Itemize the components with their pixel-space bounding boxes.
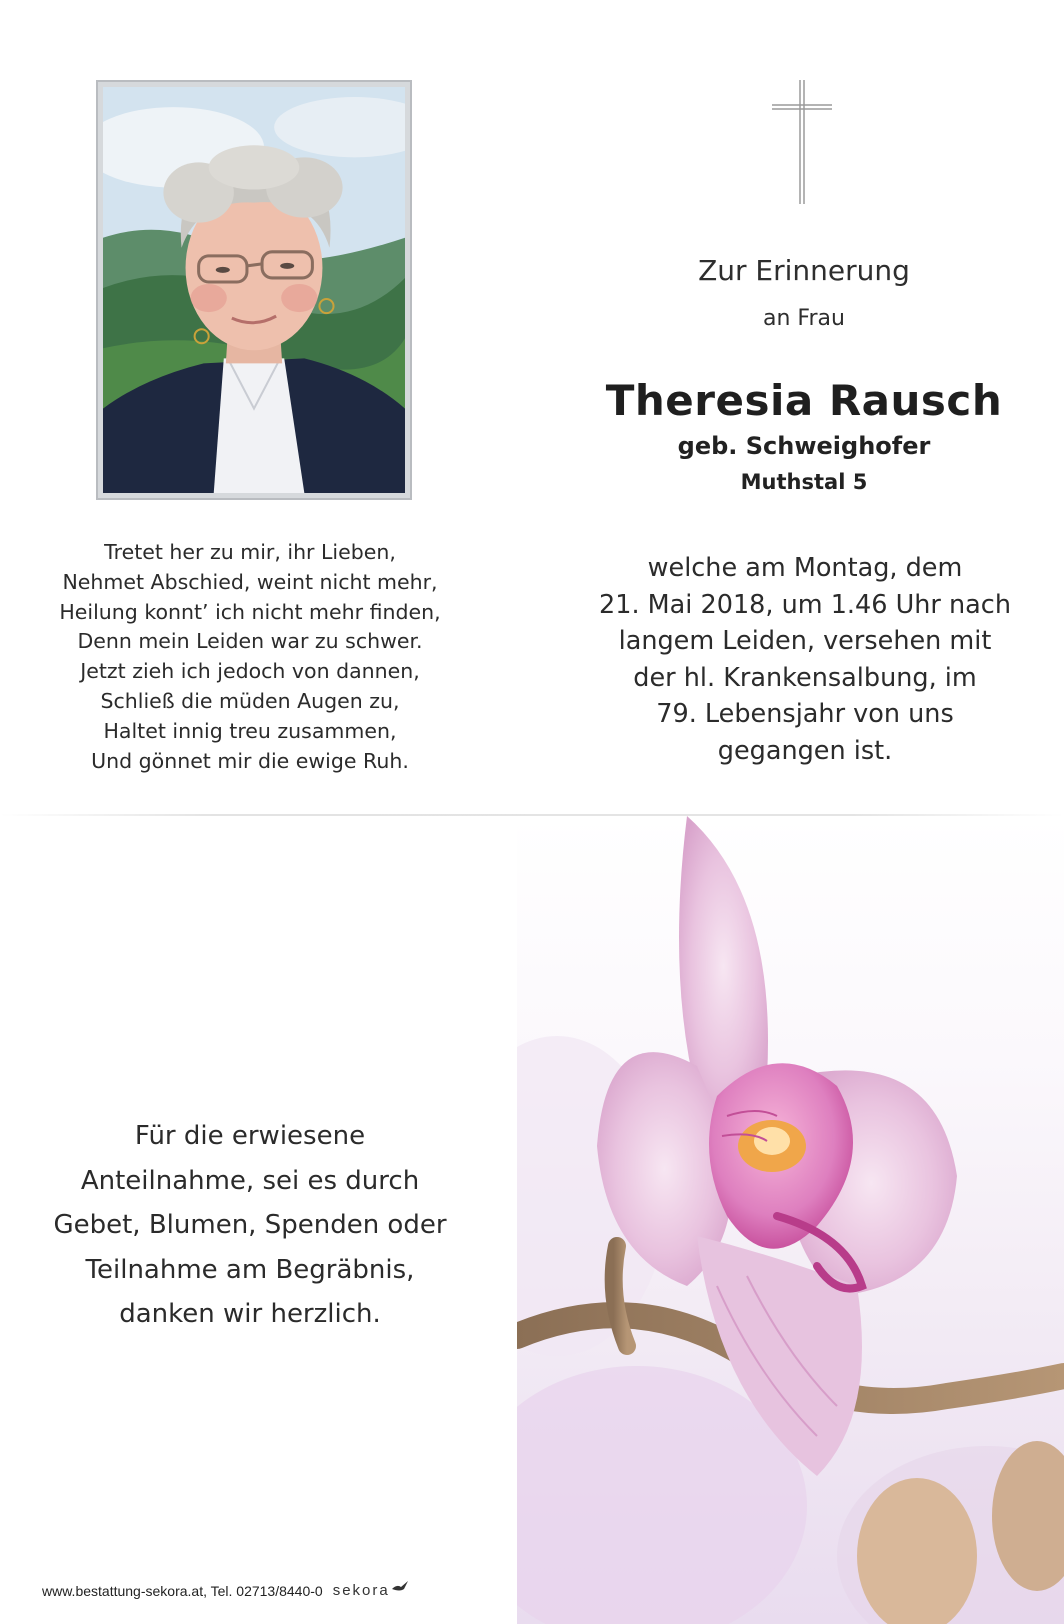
deceased-name: Theresia Rausch [605,376,1003,425]
death-line: welche am Montag, dem [647,553,963,583]
memorial-heading: Zur Erinnerung [698,254,910,287]
poem [40,538,460,776]
death-line: langem Leiden, versehen mit [618,626,992,656]
address: Muthstal 5 [740,470,868,494]
death-line: der hl. Krankensalbung, im [633,662,977,693]
memorial-salutation: an Frau [763,306,845,331]
brand-logo [333,1582,409,1599]
thanks-line: Teilnahme am Begräbnis, [85,1254,415,1285]
poem-line: Jetzt zieh ich jedoch von dannen, [80,659,420,684]
footer [42,1582,409,1599]
poem-line: Denn mein Leiden war zu schwer. [77,629,423,654]
death-line: 21. Mai 2018, um 1.46 Uhr nach [599,589,1011,620]
death-line: gegangen ist. [717,735,893,766]
poem-line: Haltet innig treu zusammen, [103,718,397,743]
poem-line: Schließ die müden Augen zu, [100,688,400,713]
death-notice [590,550,1020,769]
thanks-line: Gebet, Blumen, Spenden oder [53,1210,447,1240]
portrait-frame [96,80,412,500]
cross-icon [770,78,834,206]
birth-name: geb. Schweighofer [677,432,931,460]
death-line: 79. Lebensjahr von uns [656,699,954,729]
orchid-image [517,816,1064,1624]
poem-line: Tretet her zu mir, ihr Lieben, [104,540,396,564]
poem-line: Nehmet Abschied, weint nicht mehr, [62,569,438,594]
poem-line: Und gönnet mir die ewige Ruh. [91,748,409,773]
portrait-photo [103,87,405,493]
footer-contact: www.bestattung-sekora.at, Tel. 02713/8440-0 [42,1582,323,1599]
thanks-note [40,1114,460,1337]
bird-icon [391,1580,409,1594]
poem-line: Heilung konnt’ ich nicht mehr finden, [59,599,441,624]
brand-name: sekora [332,1582,390,1599]
thanks-line: danken wir herzlich. [119,1299,381,1329]
thanks-line: Anteilnahme, sei es durch [80,1165,420,1196]
thanks-line: Für die erwiesene [134,1121,366,1151]
